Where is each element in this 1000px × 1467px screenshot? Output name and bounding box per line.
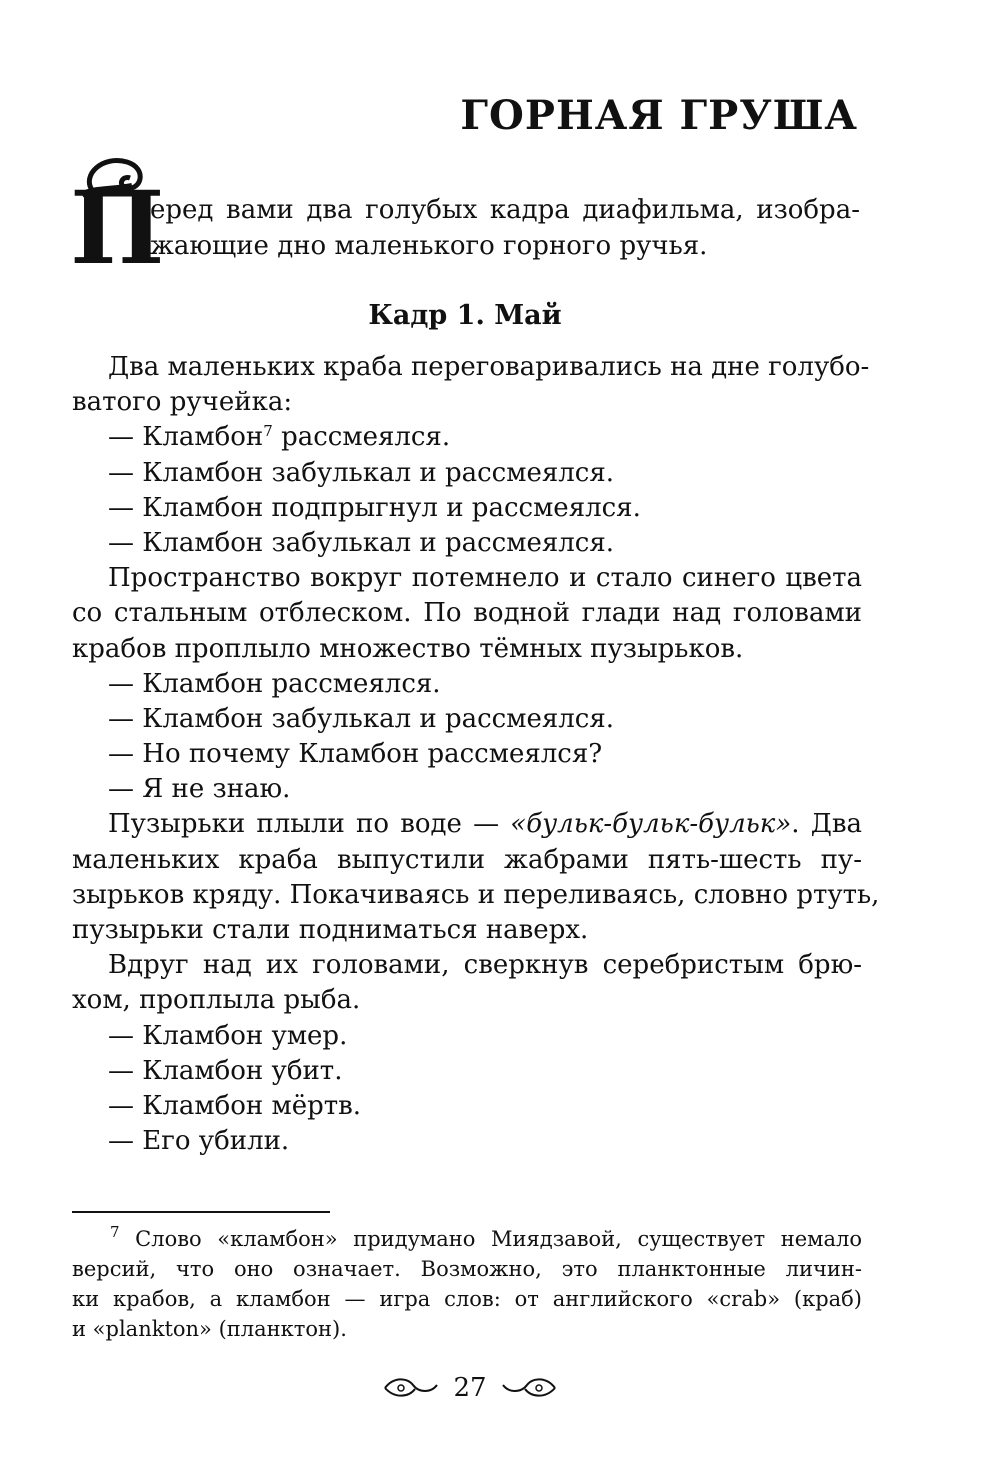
dialogue-line: — Кламбон забулькал и рассмеялся. bbox=[108, 457, 614, 488]
dialogue-line: — Кламбон рассмеялся. bbox=[108, 668, 441, 699]
section-heading: Кадр 1. Май bbox=[368, 300, 562, 331]
text-line: ватого ручейка: bbox=[72, 387, 293, 418]
text-line: зырьков кряду. Покачиваясь и переливаясь, словно ртуть, bbox=[72, 879, 880, 910]
text-span: Пузырьки плыли по воде — bbox=[108, 809, 511, 840]
dialogue-line bbox=[72, 420, 862, 455]
text-span: . Два bbox=[791, 809, 862, 840]
dialogue-line: — Кламбон мёртв. bbox=[108, 1090, 362, 1121]
text-line: маленьких краба выпустили жабрами пять-шесть пу- bbox=[72, 844, 862, 875]
text-line bbox=[72, 807, 862, 842]
footnote-divider bbox=[72, 1211, 330, 1213]
dialogue-text: рассмеялся. bbox=[272, 422, 451, 453]
text-line: крабов проплыло множество тёмных пузырьков. bbox=[72, 633, 744, 664]
text-line: со стальным отблеском. По водной глади над головами bbox=[72, 598, 862, 629]
footnote-ref[interactable]: 7 bbox=[263, 422, 273, 441]
drop-cap-letter: П bbox=[70, 169, 165, 287]
dialogue-line: — Кламбон забулькал и рассмеялся. bbox=[108, 703, 614, 734]
footnote-line: версий, что оно означает. Возможно, это планктонные личин- bbox=[72, 1257, 862, 1281]
text-line: Пространство вокруг потемнело и стало синего цвета bbox=[108, 563, 862, 594]
flourish-ornament-icon bbox=[381, 1373, 441, 1403]
flourish-ornament-icon bbox=[499, 1373, 559, 1403]
chapter-title: ГОРНАЯ ГРУША bbox=[460, 92, 858, 139]
intro-paragraph bbox=[150, 192, 860, 264]
text-line: Вдруг над их головами, сверкнув серебристым брю- bbox=[108, 950, 862, 981]
page-folio bbox=[375, 1368, 565, 1408]
dialogue-line: — Кламбон забулькал и рассмеялся. bbox=[108, 527, 614, 558]
dialogue-line: — Но почему Кламбон рассмеялся? bbox=[108, 739, 603, 770]
dialogue-text: — Кламбон bbox=[108, 422, 264, 453]
text-line: хом, проплыла рыба. bbox=[72, 985, 361, 1016]
italic-span: «бульк-бульк-бульк» bbox=[510, 809, 792, 840]
dialogue-line: — Его убили. bbox=[108, 1126, 290, 1157]
footnote-line bbox=[72, 1224, 862, 1254]
dialogue-line: — Кламбон подпрыгнул и рассмеялся. bbox=[108, 492, 641, 523]
text-line: жающие дно маленького горного ручья. bbox=[150, 231, 708, 261]
body-text bbox=[72, 350, 880, 1159]
footnote-line: и «plankton» (планктон). bbox=[72, 1317, 347, 1341]
dialogue-line: — Кламбон умер. bbox=[108, 1020, 348, 1051]
text-line: пузырьки стали подниматься наверх. bbox=[72, 915, 589, 945]
text-line: еред вами два голубых кадра диафильма, изобра- bbox=[150, 195, 860, 225]
text-line: Два маленьких краба переговаривались на дне голубо- bbox=[108, 352, 870, 382]
page-number: 27 bbox=[453, 1373, 487, 1403]
footnote-text: Слово «кламбон» придумано Миядзавой, существует немало bbox=[119, 1227, 862, 1251]
dialogue-line: — Кламбон убит. bbox=[108, 1055, 343, 1086]
footnote-line: ки крабов, а кламбон — игра слов: от английского «crab» (краб) bbox=[72, 1287, 862, 1311]
footnote bbox=[72, 1224, 862, 1344]
dialogue-line: — Я не знаю. bbox=[108, 774, 291, 805]
footnote-mark: 7 bbox=[110, 1223, 120, 1241]
